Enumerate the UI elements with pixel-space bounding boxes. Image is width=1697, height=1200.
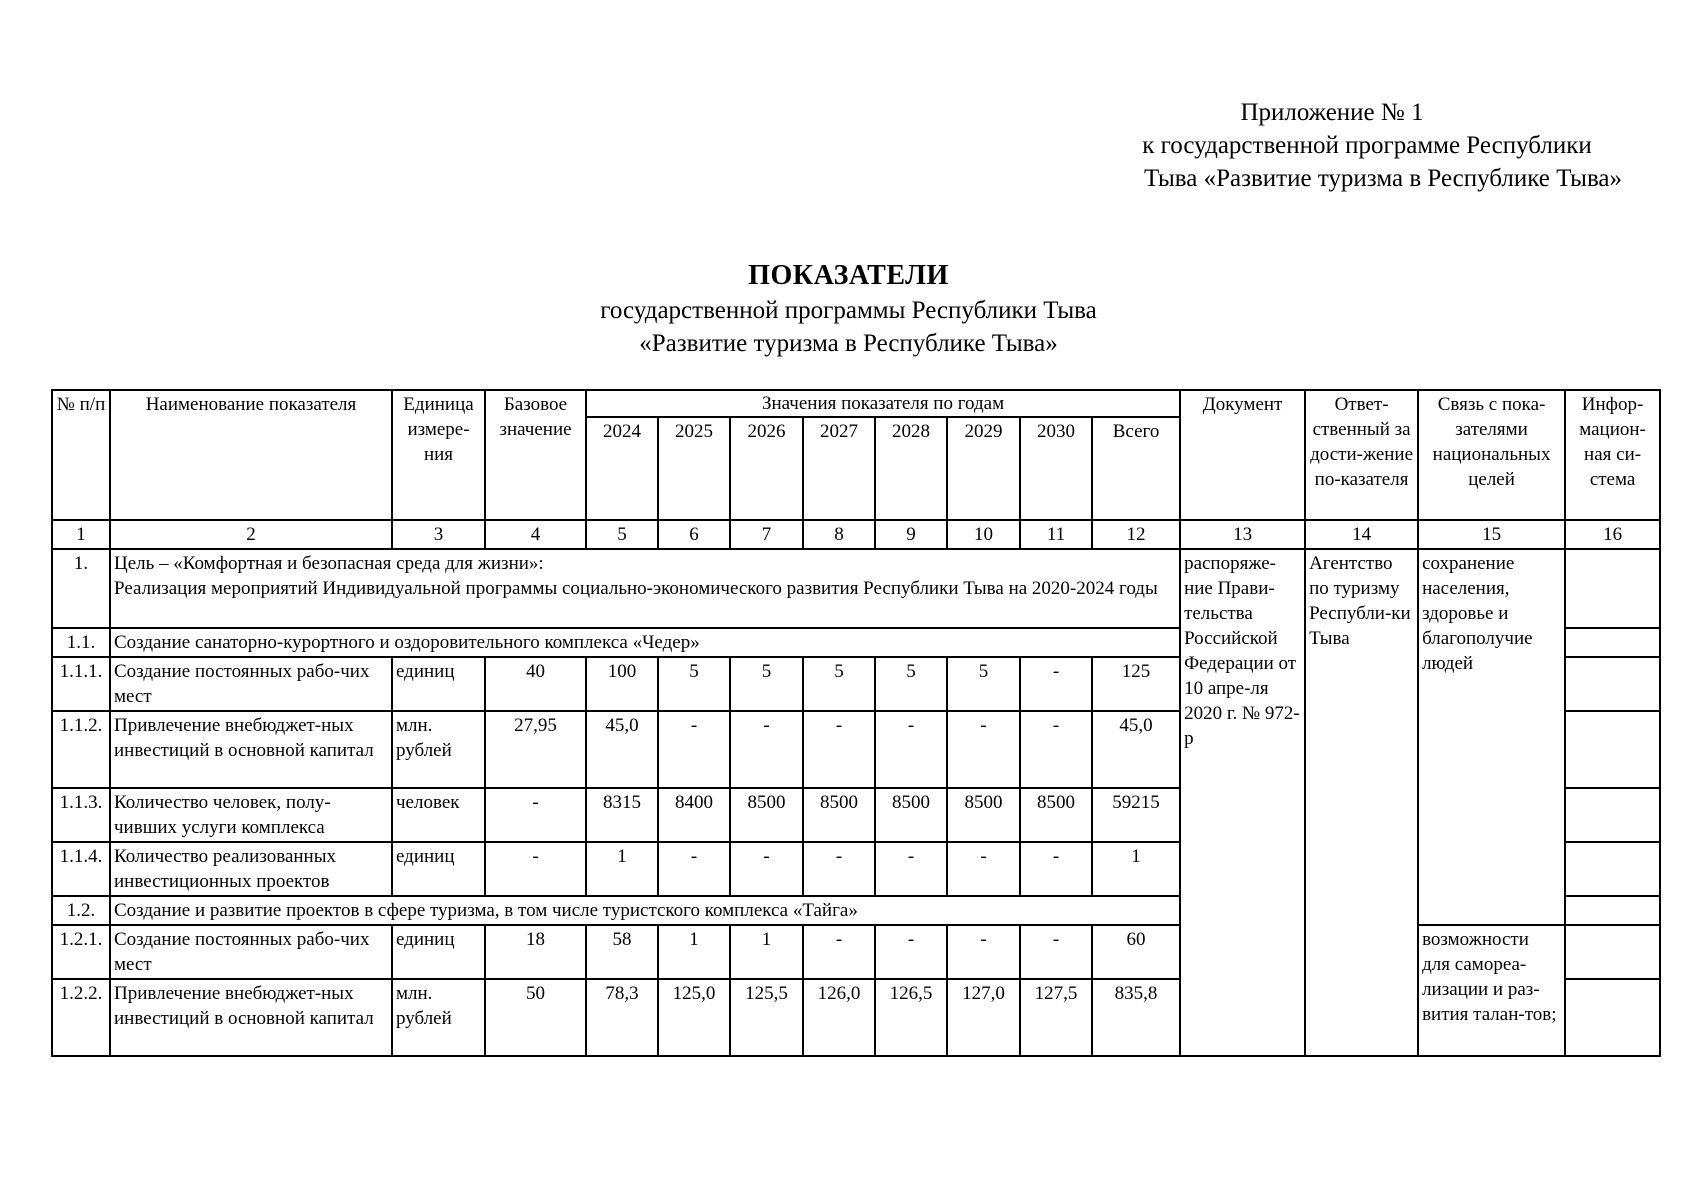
link-cell-2: возможности для самореа-лизации и раз-вития талан-тов; [1418,925,1565,1056]
row-value: 5 [658,657,730,711]
row-value: - [947,925,1020,979]
row-value: - [1020,657,1092,711]
header-year: 2029 [947,417,1020,520]
col-number: 11 [1020,520,1092,549]
header-year-total: Всего [1092,417,1180,520]
row-value: 8315 [586,788,658,842]
row-value: 127,0 [947,979,1020,1056]
appendix-line-1: Приложение № 1 [1240,99,1424,126]
info-cell [1565,711,1660,788]
appendix-line-3: Тыва «Развитие туризма в Республике Тыва» [1143,165,1623,192]
appendix-header [1087,96,1647,195]
responsible-cell: Агентство по туризму Республи-ки Тыва [1305,549,1418,1056]
row-value: - [803,842,875,896]
row-total: 835,8 [1092,979,1180,1056]
info-cell [1565,788,1660,842]
col-number: 4 [485,520,586,549]
info-cell [1565,549,1660,628]
header-year: 2030 [1020,417,1092,520]
col-number: 7 [730,520,803,549]
row-name: Количество реализованных инвестиционных проектов [110,842,392,896]
title-sub-1: государственной программы Республики Тыва [600,297,1097,324]
row-unit: единиц [392,925,485,979]
row-total: 125 [1092,657,1180,711]
row-value: 5 [730,657,803,711]
header-year: 2025 [658,417,730,520]
row-value: 78,3 [586,979,658,1056]
row-base: - [485,842,586,896]
goal-text [110,549,1180,628]
col-number: 14 [1305,520,1418,549]
row-value: 100 [586,657,658,711]
row-num: 1.2.2. [52,979,110,1056]
row-num: 1.1.1. [52,657,110,711]
row-value: 125,5 [730,979,803,1056]
row-value: - [730,842,803,896]
goal-row [52,549,1660,628]
row-name: Создание постоянных рабо-чих мест [110,657,392,711]
row-value: - [658,711,730,788]
row-base: 40 [485,657,586,711]
row-value: - [803,711,875,788]
header-unit: Единица измере-ния [392,390,485,520]
row-base: 27,95 [485,711,586,788]
row-total: 59215 [1092,788,1180,842]
title-sub-2: «Развитие туризма в Республике Тыва» [639,330,1058,357]
row-name: Привлечение внебюджет-ных инвестиций в основной капитал [110,711,392,788]
link-cell-1: сохранение населения, здоровье и благополучие людей [1418,549,1565,925]
goal-line-2: Реализация мероприятий Индивидуальной программы социально-экономического развития Республики Тыва на 2020-2024 годы [114,578,1158,599]
row-base: 50 [485,979,586,1056]
row-value: - [730,711,803,788]
header-row-1 [52,390,1660,417]
row-value: 8500 [1020,788,1092,842]
row-value: 126,5 [875,979,947,1056]
row-value: 5 [875,657,947,711]
row-total: 60 [1092,925,1180,979]
row-unit: единиц [392,842,485,896]
row-unit: млн. рублей [392,979,485,1056]
row-value: 1 [658,925,730,979]
row-value: - [875,711,947,788]
info-cell [1565,979,1660,1056]
info-cell [1565,657,1660,711]
header-document: Документ [1180,390,1305,520]
goal-num: 1. [52,549,110,628]
title-main: ПОКАЗАТЕЛИ [748,260,949,291]
row-value: - [658,842,730,896]
goal-line-1: Цель – «Комфортная и безопасная среда для жизни»: [114,553,544,574]
col-number: 12 [1092,520,1180,549]
row-value: 1 [730,925,803,979]
row-value: 8500 [803,788,875,842]
row-num: 1.1.2. [52,711,110,788]
header-base: Базовое значение [485,390,586,520]
info-cell [1565,896,1660,925]
row-num: 1.1.3. [52,788,110,842]
row-value: 45,0 [586,711,658,788]
row-name: Создание постоянных рабо-чих мест [110,925,392,979]
row-value: 8500 [875,788,947,842]
col-number: 5 [586,520,658,549]
row-value: - [875,925,947,979]
col-number: 13 [1180,520,1305,549]
row-value: 8500 [947,788,1020,842]
col-number: 9 [875,520,947,549]
row-total: 1 [1092,842,1180,896]
header-info: Инфор-мацион-ная си-стема [1565,390,1660,520]
row-value: - [803,925,875,979]
row-base: - [485,788,586,842]
appendix-line-2: к государственной программе Республики [1142,132,1592,159]
row-value: - [1020,925,1092,979]
info-cell [1565,925,1660,979]
col-number: 16 [1565,520,1660,549]
col-number: 15 [1418,520,1565,549]
column-numbers-row [52,520,1660,549]
header-year: 2026 [730,417,803,520]
table-row [52,925,1660,979]
row-value: 1 [586,842,658,896]
row-value: 5 [947,657,1020,711]
row-value: - [875,842,947,896]
row-value: 126,0 [803,979,875,1056]
row-unit: единиц [392,657,485,711]
col-number: 3 [392,520,485,549]
header-num: № п/п [52,390,110,520]
header-year: 2027 [803,417,875,520]
row-unit: млн. рублей [392,711,485,788]
row-num: 1.2.1. [52,925,110,979]
header-values-by-year: Значения показателя по годам [586,390,1180,417]
row-num: 1.1.4. [52,842,110,896]
row-name: Количество человек, полу-чивших услуги комплекса [110,788,392,842]
section-title: Создание санаторно-курортного и оздоровительного комплекса «Чедер» [110,628,1180,657]
row-value: 127,5 [1020,979,1092,1056]
row-value: 125,0 [658,979,730,1056]
col-number: 10 [947,520,1020,549]
section-num: 1.2. [52,896,110,925]
indicators-table [51,389,1661,1057]
row-unit: человек [392,788,485,842]
col-number: 6 [658,520,730,549]
row-value: 8400 [658,788,730,842]
header-link: Связь с пока-зателями национальных целей [1418,390,1565,520]
section-title: Создание и развитие проектов в сфере туризма, в том числе туристского комплекса «Тайга» [110,896,1180,925]
row-value: - [947,711,1020,788]
info-cell [1565,842,1660,896]
row-value: 8500 [730,788,803,842]
header-year: 2028 [875,417,947,520]
row-value: - [947,842,1020,896]
section-num: 1.1. [52,628,110,657]
col-number: 1 [52,520,110,549]
row-base: 18 [485,925,586,979]
row-name: Привлечение внебюджет-ных инвестиций в основной капитал [110,979,392,1056]
col-number: 2 [110,520,392,549]
row-value: - [1020,711,1092,788]
header-responsible: Ответ-ственный за дости-жение по-казателя [1305,390,1418,520]
row-total: 45,0 [1092,711,1180,788]
header-name: Наименование показателя [110,390,392,520]
document-cell: распоряже-ние Прави-тельства Российской Федерации от 10 апре-ля 2020 г. № 972-р [1180,549,1305,1056]
row-value: 58 [586,925,658,979]
row-value: 5 [803,657,875,711]
document-title [0,258,1697,360]
header-year: 2024 [586,417,658,520]
col-number: 8 [803,520,875,549]
info-cell [1565,628,1660,657]
row-value: - [1020,842,1092,896]
